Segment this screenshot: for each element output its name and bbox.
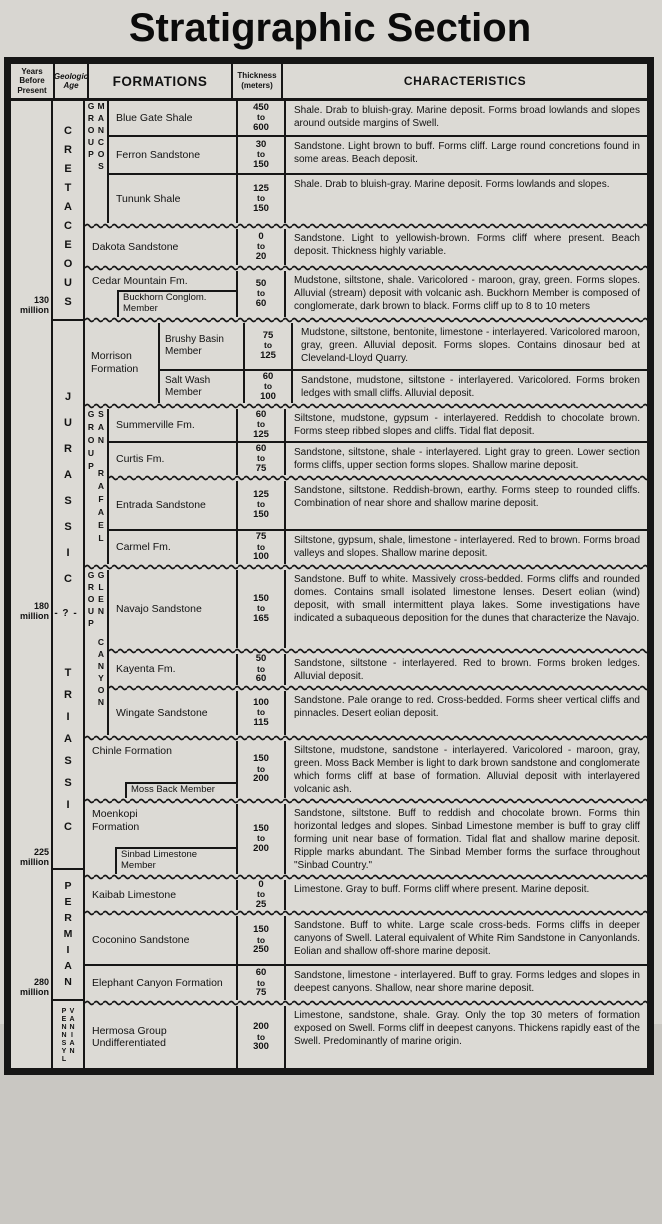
table-body [11,101,647,1068]
characteristics-cell: Sandstone. Pale orange to red. Cross-bedded. Forms sheer vertical cliffs and pinnacles. Desert eolian deposit. [294,695,640,719]
row-chinle [85,741,647,798]
header-geologic-age: Geologic Age [55,64,89,98]
group-gutter-glen-canyon [85,570,109,735]
formation-name: Carmel Fm. [109,531,238,564]
age-label-permian: PERMIAN [62,879,74,992]
thickness-cell: 60 to 75 [238,966,286,1000]
thickness-cell: 30 to 150 [238,137,286,173]
characteristics-cell: Limestone. Gray to buff. Forms cliff where present. Marine deposit. [294,884,590,895]
san-rafael-rows [109,409,647,564]
thickness-cell: 60 to 100 [245,371,293,403]
characteristics-cell: Sandstone, siltstone - interlayered. Red to brown. Forms broken ledges. Alluvial deposit. [294,658,640,682]
age-label-cretaceous: CRETACEOUS [62,125,74,316]
row-salt-wash-member [160,371,647,403]
morrison-member-rows [160,323,647,403]
thickness-cell: 50 to 60 [238,654,286,685]
years-column [11,101,53,1068]
thickness-cell: 450 to 600 [238,101,286,135]
time-marker-130: 130 million [20,295,49,316]
thickness-cell: 60 to 125 [238,409,286,441]
formations-rows [85,101,647,1068]
row-carmel [109,531,647,564]
mancos-rows [109,101,647,223]
section-morrison-formation [85,323,647,403]
formation-name: Blue Gate Shale [109,101,238,135]
thickness-cell: 50 to 60 [238,271,286,317]
age-label-jurassic: JURASSIC [62,391,74,600]
row-entrada [109,481,647,529]
thickness-cell: 60 to 75 [238,443,286,475]
row-elephant-canyon [85,966,647,1000]
row-moenkopi [85,804,647,874]
member-box-buckhorn: Buckhorn Conglom. Member [117,290,236,317]
row-brushy-basin-member [160,323,647,369]
formation-name: Summerville Fm. [109,409,238,441]
characteristics-cell: Shale. Drab to bluish-gray. Marine deposit. Forms broad lowlands and slopes around outside margins of Swell. [294,105,640,129]
page-title: Stratigraphic Section [128,6,532,50]
group-gutter-mancos [85,101,109,223]
row-tununk-shale [109,175,647,223]
uncertain-boundary-label: - ? - [54,607,78,619]
thickness-cell: 150 to 200 [238,741,286,798]
formation-name: Hermosa Group Undifferentiated [85,1006,238,1068]
header-thickness: Thickness (meters) [233,64,283,98]
formation-name: Moenkopi Formation Sinbad Limestone Member [85,804,238,874]
group-section-glen-canyon [85,570,647,735]
characteristics-cell: Siltstone, mudstone, gypsum - interlayered. Reddish to chocolate brown. Forms steep ribbed slopes and cliffs. Tidal flat deposit. [294,413,640,437]
formation-name: Navajo Sandstone [109,570,238,648]
row-wingate [109,691,647,735]
era-boundary-line-225 [53,868,83,870]
thickness-cell: 150 to 250 [238,916,286,964]
glen-canyon-rows [109,570,647,735]
formation-name: Curtis Fm. [109,443,238,475]
group-section-mancos [85,101,647,223]
row-kaibab [85,880,647,910]
characteristics-cell: Siltstone, gypsum, shale, limestone - interlayered. Red to brown. Forms broad valleys and slopes. Shallow marine deposit. [294,535,640,559]
formation-name: Elephant Canyon Formation [85,966,238,1000]
characteristics-cell: Sandstone, siltstone. Buff to reddish and chocolate brown. Forms thin horizontal ledges and slopes. Sinbad Limestone member is buff to gray cliff forming unit near base of formation. Tidal flat and shallow marine deposit. Ripple marks abundant. The Sinbad Member forms the surface throughout "Sinbad Country." [294,808,640,871]
characteristics-cell: Shale. Drab to bluish-gray. Marine deposit. Forms lowlands and slopes. [294,179,610,190]
formation-name: Cedar Mountain Fm. Buckhorn Conglom. Member [85,271,238,317]
characteristics-cell: Sandstone. Light to yellowish-brown. Forms cliff where present. Beach deposit. Thickness highly variable. [294,233,640,257]
thickness-cell: 150 to 165 [238,570,286,648]
formation-name: Kaibab Limestone [85,880,238,910]
era-boundary-line-130 [53,319,83,321]
group-label-san-rafael: SAN RAFAEL GROUP [86,409,106,546]
row-dakota-sandstone [85,229,647,265]
row-kayenta [109,654,647,685]
formation-name: Coconino Sandstone [85,916,238,964]
characteristics-cell: Mudstone, siltstone, bentonite, limestone - interlayered. Varicolored maroon, gray, green. Alluvial deposit. Forms slopes. Contains dinosaur bed at Cleveland-Lloyd Quarry. [301,327,640,364]
row-hermosa [85,1006,647,1068]
thickness-cell: 100 to 115 [238,691,286,735]
group-label-mancos: MANCOS GROUP [86,101,106,173]
header-years: Years Before Present [11,64,55,98]
thickness-cell: 0 to 25 [238,880,286,910]
member-box-sinbad: Sinbad Limestone Member [115,847,236,874]
group-label-glen-canyon: GLEN CANYON GROUP [86,570,106,709]
row-summerville [109,409,647,441]
age-label-pennsylvanian [61,1008,76,1064]
time-marker-180: 180 million [20,601,49,621]
row-blue-gate-shale [109,101,647,135]
characteristics-cell: Sandstone. Light brown to buff. Forms cliff. Large round concretions found in some areas. Beach deposit. [294,141,640,165]
table-header [11,64,647,101]
thickness-cell: 150 to 200 [238,804,286,874]
thickness-cell: 75 to 125 [245,323,293,369]
characteristics-cell: Limestone, sandstone, shale. Gray. Only the top 30 meters of formation exposed on Swell. Forms cliff in deepest canyons. Thickens rapidly east of the Swell. Predominantly of marine origin. [294,1010,640,1048]
thickness-cell: 125 to 150 [238,481,286,529]
header-characteristics: CHARACTERISTICS [403,74,527,88]
stratigraphic-table [4,57,654,1075]
formation-name: Kayenta Fm. [109,654,238,685]
thickness-cell: 200 to 300 [238,1006,286,1068]
row-navajo [109,570,647,648]
row-cedar-mountain [85,271,647,317]
thickness-cell: 125 to 150 [238,175,286,223]
member-box-moss-back: Moss Back Member [125,782,236,798]
age-label-triassic: TRIASSIC [62,666,74,843]
characteristics-cell: Sandstone, siltstone. Reddish-brown, earthy. Forms steep to rounded cliffs. Combination of near shore and shallow marine deposit. [294,485,640,509]
header-formations: FORMATIONS [89,64,233,98]
characteristics-cell: Sandstone, mudstone, siltstone - interlayered. Varicolored. Forms broken ledges with small cliffs. Alluvial deposit. [301,375,640,399]
time-marker-225: 225 million [20,846,49,867]
characteristics-cell: Sandstone. Buff to white. Massively cross-bedded. Forms cliffs and rounded domes. Contains small isolated limestone lenses. Desert eolian (wind) deposit, with small intermittent playa lakes. Some investigations have indicated a subaqueous deposition for the dunes that characterize the Navajo. [294,574,640,624]
row-coconino [85,916,647,964]
row-curtis [109,443,647,475]
member-name: Brushy Basin Member [160,323,245,369]
group-gutter-san-rafael [85,409,109,564]
member-name: Salt Wash Member [160,371,245,403]
formation-name: Chinle Formation Moss Back Member [85,741,238,798]
characteristics-cell: Mudstone, siltstone, shale. Varicolored - maroon, gray, green. Forms slopes. Alluvial (stream) deposit with volcanic ash. Buckhorn Member is composed of conglomerate, dark brown to black. Forms cliff up to 8 to 10 meters [294,275,640,312]
characteristics-cell: Sandstone, limestone - interlayered. Buff to gray. Forms ledges and slopes in deepest canyons. Shallow, near shore marine deposit. [294,970,640,995]
formation-name-morrison: Morrison Formation [85,323,160,403]
characteristics-cell: Sandstone. Buff to white. Large scale cross-beds. Forms cliffs in deeper canyons of Swell. Lateral equivalent of White Rim Sandstone in Canyonlands. Eolian and shallow off-shore marine deposit. [294,920,640,958]
row-ferron-sandstone [109,137,647,173]
thickness-cell: 0 to 20 [238,229,286,265]
time-marker-280: 280 million [20,977,49,998]
age-label-pennsyl: PENNSYL [60,1008,68,1065]
group-section-san-rafael [85,409,647,564]
thickness-cell: 75 to 100 [238,531,286,564]
formation-name: Tununk Shale [109,175,238,223]
era-boundary-line-280 [53,999,83,1001]
age-label-vanian: VANIAN [68,1008,76,1057]
formation-name: Wingate Sandstone [109,691,238,735]
characteristics-cell: Siltstone, mudstone, sandstone - interlayered. Varicolored - maroon, gray, green. Moss Back Member is light to dark brown sandstone and conglomerate which forms cliff at base of formation. Alluvial deposit with interlayered volcanic ash. [294,745,640,795]
characteristics-cell: Sandstone, siltstone, shale - interlayered. Light gray to green. Lower section forms cliffs, upper section forms slopes. Shallow marine deposit. [294,447,640,471]
formation-name: Entrada Sandstone [109,481,238,529]
geologic-age-column [53,101,85,1068]
formation-name: Ferron Sandstone [109,137,238,173]
formation-name: Dakota Sandstone [85,229,238,265]
